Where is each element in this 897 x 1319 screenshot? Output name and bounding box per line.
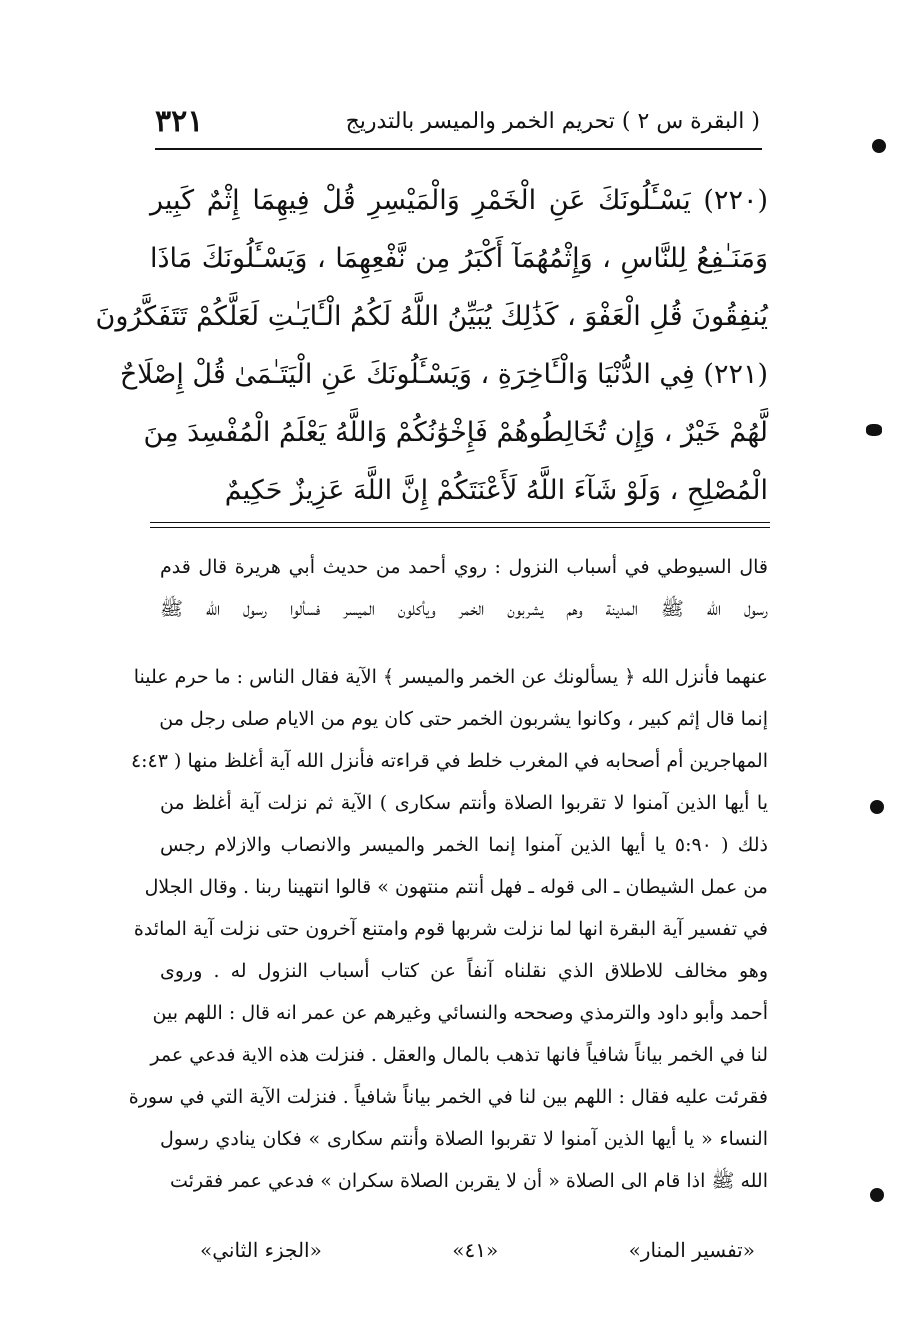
commentary-line: لنا في الخمر بياناً شافياً فانها تذهب بالمال والعقل . فنزلت هذه الاية فدعي عمر xyxy=(150,1044,768,1066)
page-header xyxy=(155,100,760,142)
footer-volume: «الجزء الثاني» xyxy=(200,1238,322,1262)
commentary-line: في تفسير آية البقرة انها لما نزلت شربها قوم وامتنع آخرون حتى نزلت آية المائدة xyxy=(133,918,768,940)
verse-line: يُنفِقُونَ قُلِ الْعَفْوَ ، كَذَٰلِكَ يُبَيِّنُ اللَّهُ لَكُمُ الْـَٔايَـٰتِ لَعَلَّكُمْ تَتَفَكَّرُونَ xyxy=(95,301,768,332)
commentary-line: المهاجرين أم أصحابه في المغرب خلط في قراءته فأنزل الله آية أغلظ منها ( ٤:٤٣ xyxy=(130,750,768,772)
verse-line: وَمَنَـٰفِعُ لِلنَّاسِ ، وَإِثْمُهُمَآ أَكْبَرُ مِن نَّفْعِهِمَا ، وَيَسْـَٔلُونَكَ مَاذَا xyxy=(150,243,768,274)
header-rule xyxy=(155,148,762,150)
commentary-line: فقرئت عليه فقال : اللهم بين لنا في الخمر بياناً شافياً . فنزلت الآية التي في سورة xyxy=(128,1086,768,1108)
commentary-line: عنهما فأنزل الله ﴿ يسألونك عن الخمر والميسر ﴾ الآية فقال الناس : ما حرم علينا xyxy=(133,666,768,688)
commentary-line: أحمد وأبو داود والترمذي وصححه والنسائي وغيرهم عن عمر انه قال : اللهم بين xyxy=(152,1002,768,1024)
quran-verses xyxy=(95,172,768,520)
commentary-line: إنما قال إثم كبير ، وكانوا يشربون الخمر حتى كان يوم من الايام صلى رجل من xyxy=(159,708,768,730)
commentary-line: ذلك ( ٥:٩٠ يا أيها الذين آمنوا إنما الخمر والميسر والانصاب والازلام رجس xyxy=(160,834,768,856)
commentary-line: وهو مخالف للاطلاق الذي نقلناه آنفاً عن كتاب أسباب النزول له . وروى xyxy=(160,960,768,982)
verse-line: لَّهُمْ خَيْرٌ ، وَإِن تُخَالِطُوهُمْ فَإِخْوَٰنُكُمْ وَاللَّهُ يَعْلَمُ الْمُفْسِدَ مِنَ xyxy=(143,417,768,448)
commentary-line: قال السيوطي في أسباب النزول : روي أحمد من حديث أبي هريرة قال قدم xyxy=(160,556,768,578)
commentary-line: رسول الله ﷺ المدينة وهم يشربون الخمر ويأكلون الميسر فسألوا رسول الله ﷺ xyxy=(160,598,768,620)
binding-hole-mark xyxy=(870,1188,884,1202)
commentary-line: النساء « يا أيها الذين آمنوا لا تقربوا الصلاة وأنتم سكارى » فكان ينادي رسول xyxy=(160,1128,768,1150)
page-number: ٣٢١ xyxy=(155,103,204,139)
running-title: ( البقرة س ٢ ) تحريم الخمر والميسر بالتدريج xyxy=(345,108,760,134)
commentary-intro xyxy=(160,546,768,630)
verse-line: (٢٢٠) يَسْـَٔلُونَكَ عَنِ الْخَمْرِ وَالْمَيْسِرِ قُلْ فِيهِمَا إِثْمٌ كَبِير xyxy=(150,185,768,216)
binding-hole-mark xyxy=(870,800,884,814)
commentary-line: يا أيها الذين آمنوا لا تقربوا الصلاة وأنتم سكارى ) الآية ثم نزلت آية أغلظ من xyxy=(160,792,768,814)
commentary-line: من عمل الشيطان ـ الى قوله ـ فهل أنتم منتهون » قالوا انتهينا ربنا . وقال الجلال xyxy=(144,876,768,898)
binding-hole-mark xyxy=(872,139,886,153)
verse-line: الْمُصْلِحِ ، وَلَوْ شَآءَ اللَّهُ لَأَعْنَتَكُمْ إِنَّ اللَّهَ عَزِيزٌ حَكِيمٌ xyxy=(224,475,768,506)
section-divider xyxy=(150,522,770,528)
commentary-line: الله ﷺ اذا قام الى الصلاة « أن لا يقربن الصلاة سكران » فدعي عمر فقرئت xyxy=(169,1170,768,1192)
verse-line: (٢٢١) فِي الدُّنْيَا وَالْـَٔاخِرَةِ ، وَيَسْـَٔلُونَكَ عَنِ الْيَتَـٰمَىٰ قُلْ إِصْلَاحٌ xyxy=(119,359,768,390)
footer-number: «٤١» xyxy=(452,1238,499,1262)
binding-hole-mark xyxy=(866,424,882,436)
footer-book-title: «تفسير المنار» xyxy=(628,1238,755,1262)
commentary-body xyxy=(128,656,768,1202)
page-footer xyxy=(200,1230,755,1270)
